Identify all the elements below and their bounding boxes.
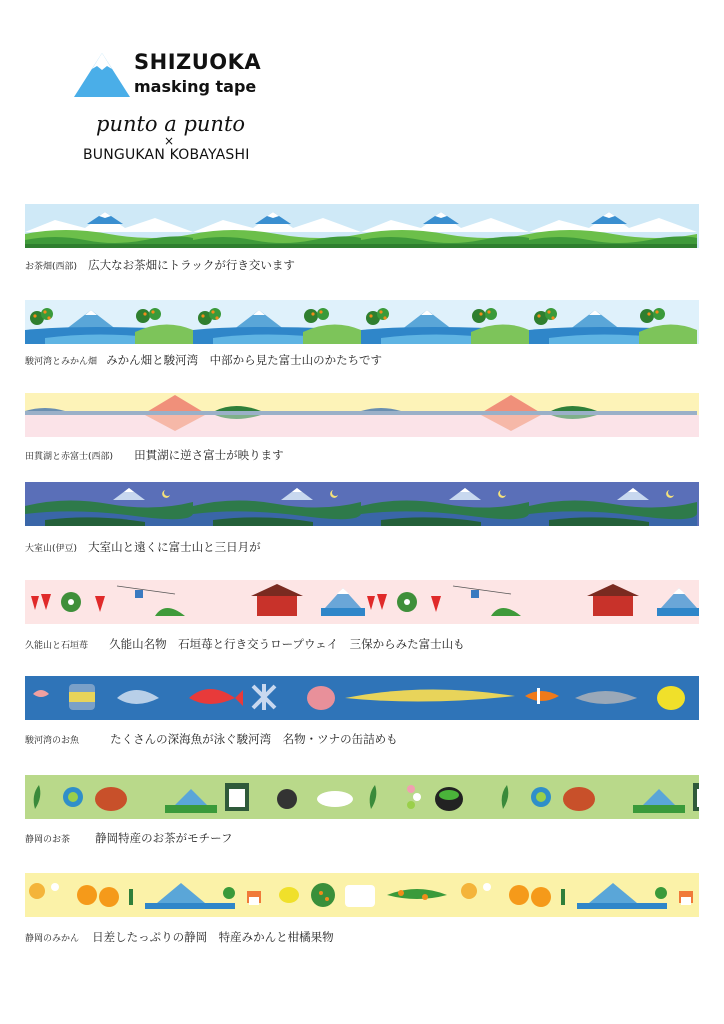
tape-description: 静岡特産のお茶がモチーフ: [95, 831, 233, 845]
header: [0, 0, 724, 200]
tape-caption: [25, 444, 284, 463]
tape-caption: [25, 536, 261, 555]
tape-red-fuji: [25, 393, 699, 437]
tape-mikan: [25, 873, 699, 917]
mount-fuji-logo-icon: [74, 51, 130, 97]
tape-name: 静岡のお茶: [25, 835, 71, 845]
omuroyama-night-illustration: [25, 482, 699, 526]
tape-green-tea: [25, 775, 699, 819]
tape-name: 静岡のみかん: [25, 934, 80, 944]
tape-name: お茶畑(西部): [25, 262, 78, 272]
tape-mikan-bay: [25, 300, 699, 344]
tape-omuroyama: [25, 482, 699, 526]
tape-name: 駿河湾のお魚: [25, 736, 80, 746]
tape-description: 田貫湖に逆さ富士が映ります: [134, 448, 284, 462]
tape-name: 駿河湾とみかん畑: [25, 357, 98, 367]
tape-description: みかん畑と駿河湾 中部から見た富士山のかたちです: [106, 353, 382, 367]
tea-field-mountains-illustration: [25, 204, 699, 248]
brand-title: SHIZUOKA: [134, 50, 262, 74]
tape-caption: [25, 254, 295, 273]
green-tea-illustration: [25, 775, 699, 819]
tape-caption: [25, 827, 233, 846]
tape-tea-field: [25, 204, 699, 248]
tape-caption: [25, 728, 398, 747]
red-fuji-lake-illustration: [25, 393, 699, 437]
tape-caption: [25, 926, 334, 945]
tape-fish: [25, 676, 699, 720]
collab-partner: BUNGUKAN KOBAYASHI: [83, 147, 250, 163]
mikan-bay-illustration: [25, 300, 699, 344]
tape-name: 大室山(伊豆): [25, 544, 78, 554]
tape-description: 広大なお茶畑にトラックが行き交います: [88, 258, 295, 272]
brand-subtitle: masking tape: [134, 77, 257, 96]
collab-separator: ×: [164, 134, 175, 148]
tape-caption: [25, 633, 465, 652]
strawberries-shrine-illustration: [25, 580, 699, 624]
tape-name: 久能山と石垣苺: [25, 641, 89, 651]
tape-strawberries: [25, 580, 699, 624]
tape-description: たくさんの深海魚が泳ぐ駿河湾 名物・ツナの缶詰めも: [110, 732, 398, 746]
tape-description: 久能山名物 石垣苺と行き交うロープウェイ 三保からみた富士山も: [109, 637, 465, 651]
tape-description: 日差したっぷりの静岡 特産みかんと柑橘果物: [92, 930, 334, 944]
tape-description: 大室山と遠くに富士山と三日月が: [88, 540, 261, 554]
mikan-citrus-illustration: [25, 873, 699, 917]
deep-sea-fish-illustration: [25, 676, 699, 720]
tape-caption: [25, 349, 382, 368]
tape-name: 田貫湖と赤富士(西部): [25, 452, 114, 462]
collab-brand: punto a punto: [96, 112, 246, 136]
